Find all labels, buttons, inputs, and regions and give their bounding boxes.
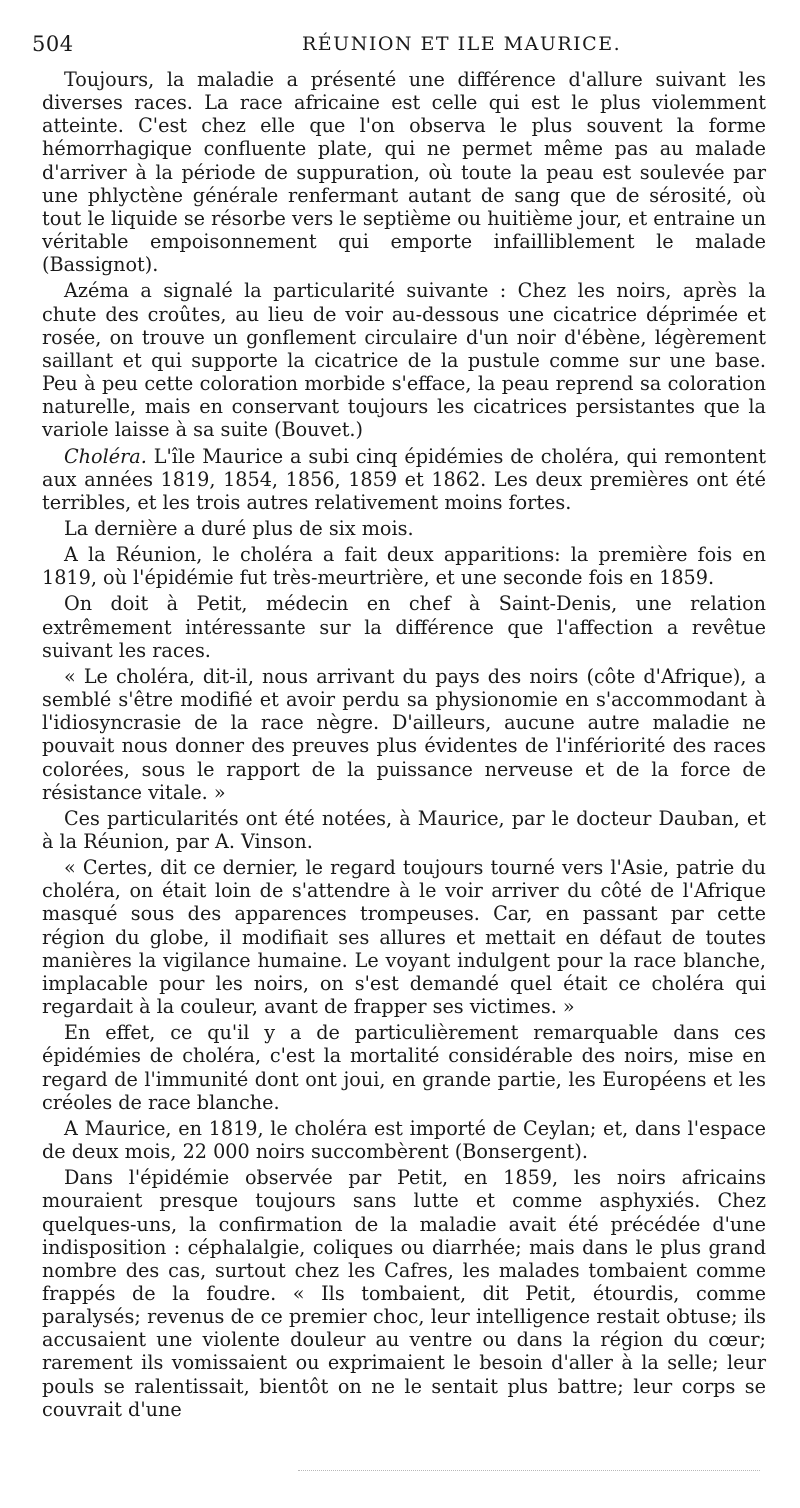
page-header (32, 32, 772, 62)
paragraph-petit: On doit à Petit, médecin en chef à Saint-Denis, une relation extrêmement intéressante sur la différence que l'affection a revêtue suivant les races. (42, 592, 766, 662)
page-number: 504 (32, 32, 74, 56)
paragraph-azema: Azéma a signalé la particularité suivante : Chez les noirs, après la chute des croûtes, au lieu de voir au-dessous une cicatrice déprimée et rosée, on trouve un gonflement circulaire d'un noir d'ébène, légèrement saillant et qui supporte la cicatrice de la pustule comme sur une base. Peu à peu cette coloration morbide s'efface, la peau reprend sa coloration naturelle, mais en conservant toujours les cicatrices persistantes que la variole laisse à sa suite (Bouvet.) (42, 279, 766, 442)
paragraph-petit-1859: Dans l'épidémie observée par Petit, en 1859, les noirs africains mouraient presque toujours sans lutte et comme asphyxiés. Chez quelques-uns, la confirmation de la maladie avait été précédée d'une indisposition : céphalalgie, coliques ou diarrhée; mais dans le plus grand nombre des cas, surtout chez les Cafres, les malades tombaient comme frappés de la foudre. « Ils tombaient, dit Petit, étourdis, comme paralysés; revenus de ce premier choc, leur intelligence restait obtuse; ils accusaient une violente douleur au ventre ou dans la région du cœur; rarement ils vomissaient ou exprimaient le besoin d'aller à la selle; leur pouls se ralentissait, bientôt on ne le sentait plus battre; leur corps se couvrait d'une (42, 1166, 766, 1421)
cholera-maurice-text: L'île Maurice a subi cinq épidémies de choléra, qui remontent aux années 1819, 1854, 1856, 1859 et 1862. Les deux premières ont été terribles, et les trois autres relativement moins fortes. (42, 444, 766, 514)
paragraph-variola-races: Toujours, la maladie a présenté une différence d'allure suivant les diverses races. La race africaine est celle qui est le plus violemment atteinte. C'est chez elle que l'on observa le plus souvent la forme hémorrhagique confluente plate, qui ne permet même pas au malade d'arriver à la période de suppuration, où toute la peau est soulevée par une phlyctène générale renfermant autant de sang que de sérosité, où tout le liquide se résorbe vers le septième ou huitième jour, et entraine un véritable empoisonnement qui emporte infailliblement le malade (Bassignot). (42, 68, 766, 277)
running-head: RÉUNION ET ILE MAURICE. (302, 33, 622, 55)
paragraph-reunion-cholera: A la Réunion, le choléra a fait deux apparitions: la première fois en 1819, où l'épidémie fut très-meurtrière, et une seconde fois en 1859. (42, 543, 766, 590)
paragraph-mortality: En effet, ce qu'il y a de particulièrement remarquable dans ces épidémies de choléra, c'est la mortalité considérable des noirs, mise en regard de l'immunité dont ont joui, en grande partie, les Européens et les créoles de race blanche. (42, 1021, 766, 1114)
paragraph-petit-quote: « Le choléra, dit-il, nous arrivant du pays des noirs (côte d'Afrique), a semblé s'être modifié et avoir perdu sa physionomie en s'accommodant à l'idiosyncrasie de la race nègre. D'ailleurs, aucune autre maladie ne pouvait nous donner des preuves plus évidentes de l'infériorité des races colorées, sous le rapport de la puissance nerveuse et de la force de résistance vitale. » (42, 664, 766, 804)
cholera-heading: Choléra. (64, 444, 147, 468)
paragraph-last-epidemic: La dernière a duré plus de six mois. (64, 516, 414, 540)
body-text (42, 68, 766, 1424)
paragraph-vinson-quote: « Certes, dit ce dernier, le regard toujours tourné vers l'Asie, patrie du choléra, on était loin de s'attendre à le voir arriver du côté de l'Afrique masqué sous des apparences trompeuses. Car, en passant par cette région du globe, il modifiait ses allures et mettait en défaut de toutes manières la vigilance humaine. Le voyant indulgent pour la race blanche, implacable pour les noirs, on s'est demandé quel était ce choléra qui regardait à la couleur, avant de frapper ses victimes. » (42, 856, 766, 1019)
footer-dotted-rule (298, 1470, 760, 1471)
paragraph-dauban-vinson: Ces particularités ont été notées, à Maurice, par le docteur Dauban, et à la Réunion, par A. Vinson. (42, 806, 766, 853)
paragraph-cholera-maurice (42, 445, 766, 514)
paragraph-ceylan: A Maurice, en 1819, le choléra est importé de Ceylan; et, dans l'espace de deux mois, 22 000 noirs succombèrent (Bonsergent). (42, 1116, 766, 1164)
